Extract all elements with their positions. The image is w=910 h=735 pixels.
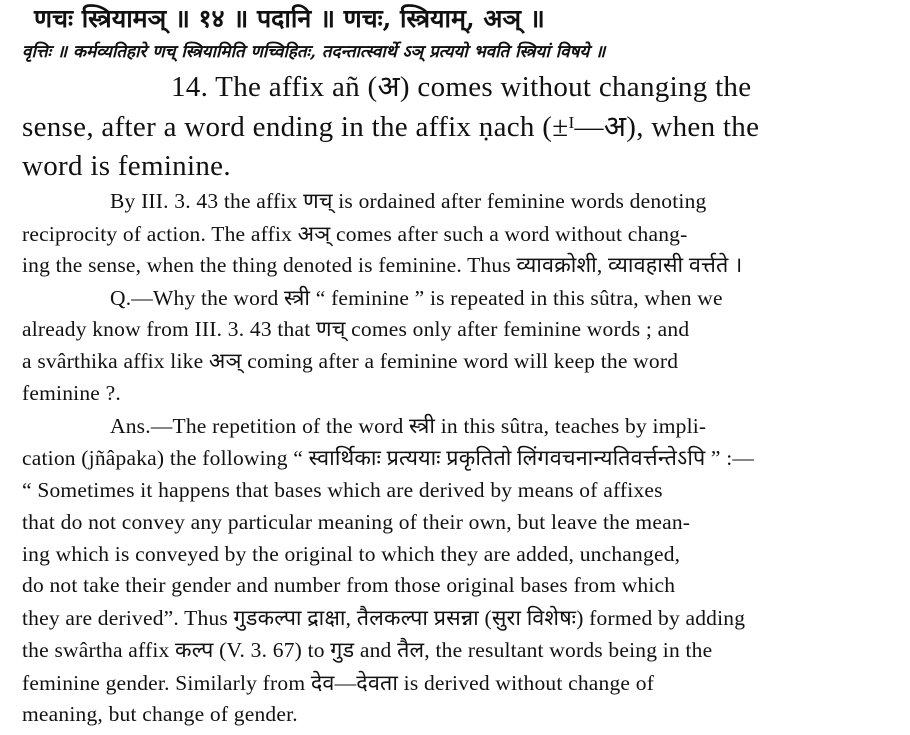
answer-line: feminine gender. Similarly from देव—देवता is derived without change of <box>22 671 655 695</box>
vritti-commentary: वृत्तिः ॥ कर्मव्यतिहारे णच् स्त्रियामिति णच्विहितः, तदन्तात्स्वार्थे ऽञ् प्रत्ययो भवति स्त्रियां विषये ॥ <box>22 42 606 62</box>
translation-line: word is feminine. <box>22 150 231 182</box>
answer-line: “ Sometimes it happens that bases which are derived by means of affixes <box>22 478 663 502</box>
answer-line: the swârtha affix कल्प (V. 3. 67) to गुड and तैल, the resultant words being in the <box>22 638 713 662</box>
question-line: feminine ?. <box>22 381 121 405</box>
answer-line: Ans.—The repetition of the word स्त्री in this sûtra, teaches by impli- <box>110 414 707 438</box>
translation-line: 14. The affix añ (अ) comes without changing the <box>171 71 752 103</box>
question-line: a svârthika affix like अञ् coming after a feminine word will keep the word <box>22 349 679 373</box>
answer-line: that do not convey any particular meaning of their own, but leave the mean- <box>22 510 691 534</box>
question-line: Q.—Why the word स्त्री “ feminine ” is repeated in this sûtra, when we <box>110 286 723 310</box>
question-line: already know from III. 3. 43 that णच् comes only after feminine words ; and <box>22 317 690 341</box>
answer-line: cation (jñâpaka) the following “ स्वार्थिकाः प्रत्ययाः प्रकृतितो लिंगवचनान्यतिवर्त्तन्तेऽपि ” :— <box>22 446 755 470</box>
commentary-line: ing the sense, when the thing denoted is feminine. Thus व्यावक्रोशी, व्यावहासी वर्त्तते । <box>22 253 743 277</box>
sutra-heading: णचः स्त्रियामञ् ॥ १४ ॥ पदानि ॥ णचः, स्त्रियाम्, अञ् ॥ <box>34 4 545 33</box>
answer-line: meaning, but change of gender. <box>22 702 298 726</box>
translation-line: sense, after a word ending in the affix ṇach (±ᴵ—अ), when the <box>22 111 760 143</box>
answer-line: ing which is conveyed by the original to which they are added, unchanged, <box>22 542 681 566</box>
commentary-line: reciprocity of action. The affix अञ् comes after such a word without chang- <box>22 222 688 246</box>
commentary-line: By III. 3. 43 the affix णच् is ordained after feminine words denoting <box>110 189 707 213</box>
answer-line: do not take their gender and number from those original bases from which <box>22 573 676 597</box>
answer-line: they are derived”. Thus गुडकल्पा द्राक्षा, तैलकल्पा प्रसन्ना (सुरा विशेषः) formed by adding <box>22 606 746 630</box>
